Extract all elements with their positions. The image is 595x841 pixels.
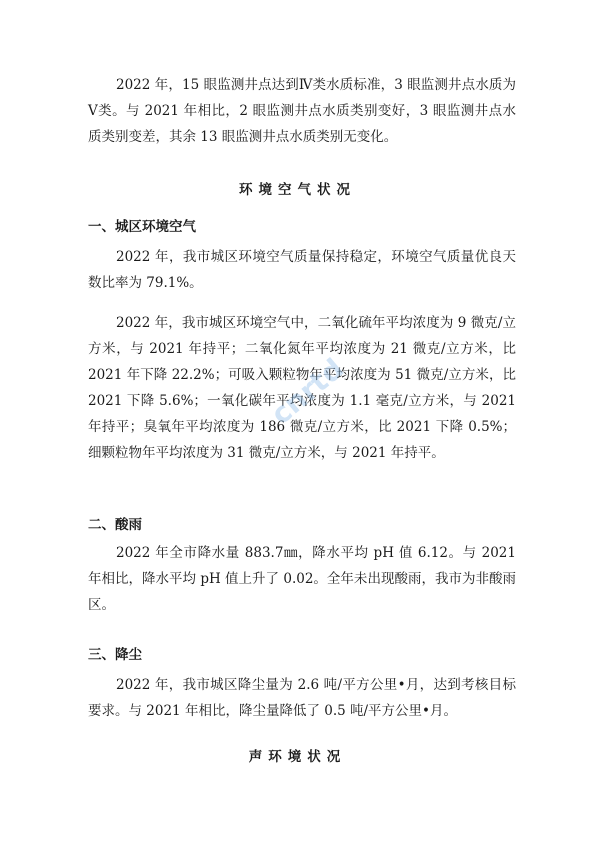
noise-section-title: 声环境状况 (248, 749, 347, 765)
acid-rain-paragraph: 2022 年全市降水量 883.7㎜，降水平均 pH 值 6.12。与 2021 年相比，降水平均 pH 值上升了 0.02。全年未出现酸雨，我市为非酸雨区。 (88, 545, 516, 613)
air-pollutants-paragraph: 2022 年，我市城区环境空气中，二氧化硫年平均浓度为 9 微克/立方米，与 2021 年持平；二氧化氮年平均浓度为 21 微克/立方米，比 2021 年下降 22.2%；可吸入颗粒物年平均浓度为 51 微克/立方米，比 2021 下降 5.6%；一氧化碳年平均浓度为 1.1 毫克/立方米，与 2021 年持平；臭氧年平均浓度为 186 微克/立方米，比 2021 下降 0.5%；细颗粒物年平均浓度为 31 微克/立方米，与 2021 年持平。 (88, 315, 516, 461)
air-section-title: 环境空气状况 (239, 182, 356, 198)
acid-rain-heading: 二、酸雨 (88, 517, 142, 533)
groundwater-paragraph: 2022 年，15 眼监测井点达到Ⅳ类水质标准，3 眼监测井点水质为Ⅴ类。与 2021 年相比，2 眼监测井点水质类别变好，3 眼监测井点水质类别变差，其余 13 眼监测井点水质类别无变化。 (88, 77, 516, 145)
urban-air-heading: 一、城区环境空气 (88, 219, 196, 235)
dustfall-paragraph: 2022 年，我市城区降尘量为 2.6 吨/平方公里•月，达到考核目标要求。与 2021 年相比，降尘量降低了 0.5 吨/平方公里•月。 (88, 677, 516, 719)
watermark-logo: cnrtd (264, 351, 350, 431)
air-quality-overall-paragraph: 2022 年，我市城区环境空气质量保持稳定，环境空气质量优良天数比率为 79.1%。 (88, 249, 516, 291)
dustfall-heading: 三、降尘 (88, 647, 142, 663)
